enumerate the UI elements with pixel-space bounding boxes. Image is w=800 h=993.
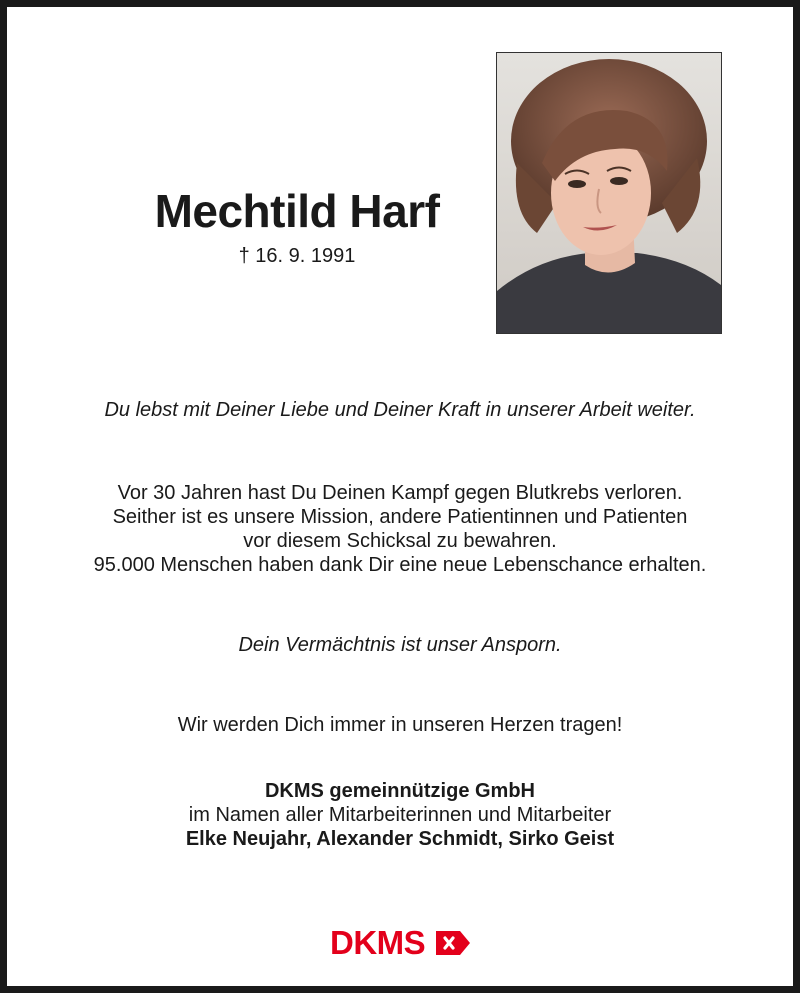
portrait-illustration bbox=[497, 53, 721, 333]
signature-on-behalf: im Namen aller Mitarbeiterinnen und Mitarbeiter bbox=[188, 804, 612, 826]
body-line-3: vor diesem Schicksal zu bewahren. bbox=[243, 530, 557, 552]
signature-names: Elke Neujahr, Alexander Schmidt, Sirko Geist bbox=[185, 828, 615, 850]
legacy-line: Dein Vermächtnis ist unser Ansporn. bbox=[238, 634, 562, 656]
closing-line: Wir werden Dich immer in unseren Herzen tragen! bbox=[177, 714, 623, 736]
body-line-2: Seither ist es unsere Mission, andere Patientinnen und Patienten bbox=[112, 506, 688, 528]
tribute-line: Du lebst mit Deiner Liebe und Deiner Kraft in unserer Arbeit weiter. bbox=[104, 399, 696, 421]
dkms-logo bbox=[330, 924, 470, 962]
cross-tag-icon bbox=[436, 931, 470, 955]
body-line-1: Vor 30 Jahren hast Du Deinen Kampf gegen Blutkrebs verloren. bbox=[117, 482, 683, 504]
logo-wordmark: DKMS bbox=[330, 924, 426, 961]
body-line-4: 95.000 Menschen haben dank Dir eine neue Lebenschance erhalten. bbox=[93, 554, 707, 576]
portrait-photo bbox=[496, 52, 722, 334]
death-date: † 16. 9. 1991 bbox=[238, 245, 356, 267]
deceased-name: Mechtild Harf bbox=[154, 185, 440, 237]
signature-organization: DKMS gemeinnützige GmbH bbox=[264, 780, 535, 802]
